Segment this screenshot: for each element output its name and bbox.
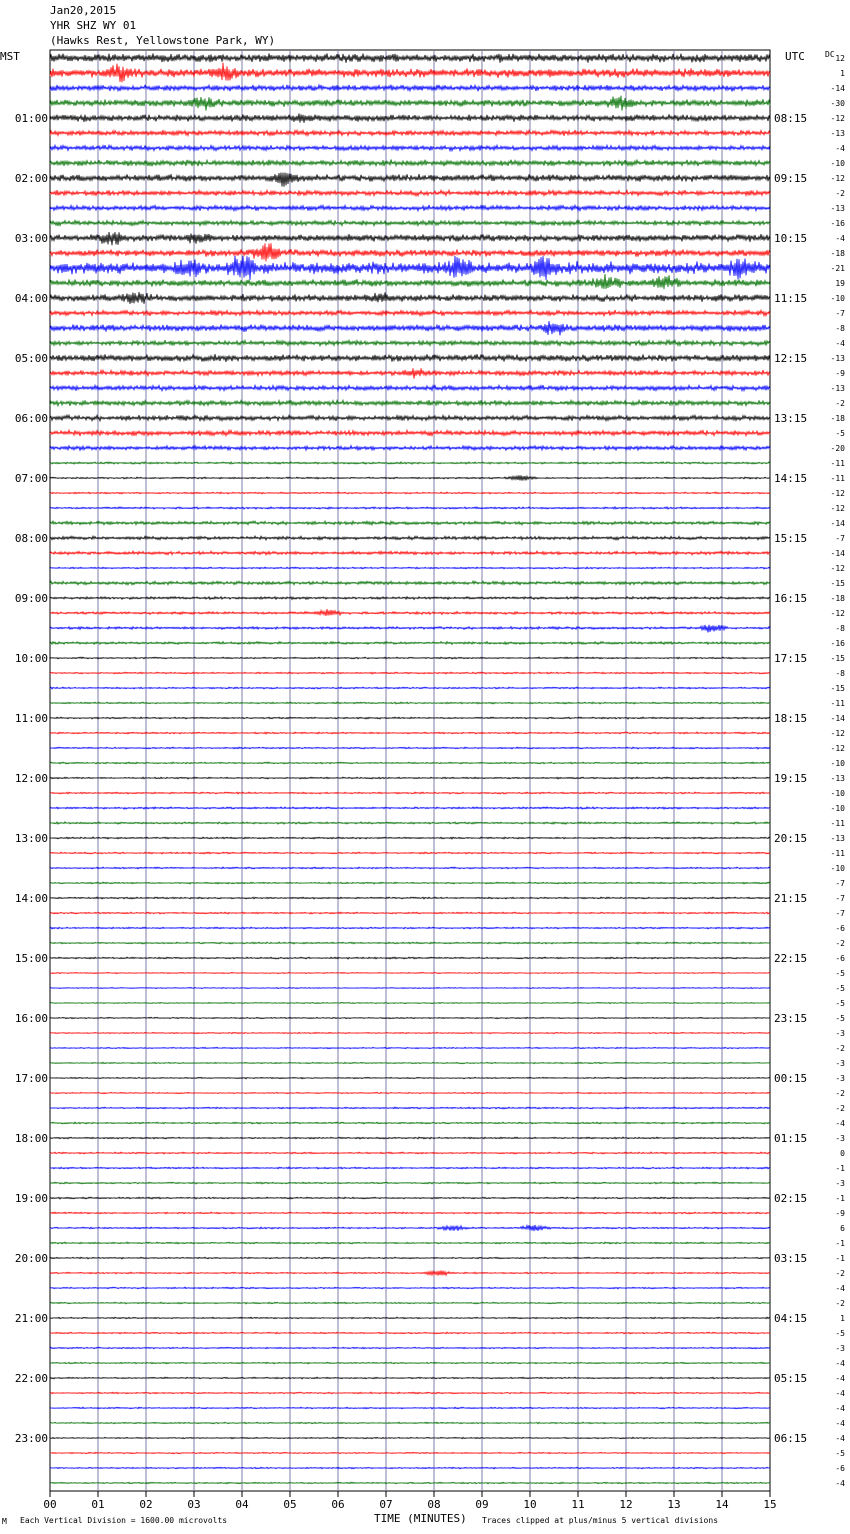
trace-row: [50, 145, 770, 151]
dc-offset-label: -11: [830, 849, 845, 858]
dc-label: DC: [825, 50, 835, 59]
trace-row: [50, 1452, 770, 1454]
trace-row: [50, 430, 770, 436]
dc-offset-label: -1: [835, 1239, 845, 1248]
utc-hour-label: 22:15: [774, 952, 808, 965]
trace-row: [50, 96, 770, 111]
utc-hour-label: 01:15: [774, 1132, 808, 1145]
dc-offset-label: -13: [830, 354, 845, 363]
dc-offset-label: -7: [835, 894, 845, 903]
trace-row: [50, 912, 770, 914]
mst-hour-label: 14:00: [14, 892, 48, 905]
x-tick-label: 09: [475, 1498, 489, 1511]
utc-hour-label: 10:15: [774, 232, 808, 245]
x-tick-label: 15: [763, 1498, 777, 1511]
dc-offset-label: -8: [835, 324, 845, 333]
mst-hour-label: 04:00: [14, 292, 48, 305]
trace-row: [50, 642, 770, 645]
mst-hour-label: 12:00: [14, 772, 48, 785]
x-tick-label: 05: [283, 1498, 297, 1511]
dc-offset-label: -4: [835, 234, 845, 243]
trace-row: [50, 822, 770, 824]
trace-row: [50, 717, 770, 719]
trace-row: [50, 927, 770, 929]
trace-row: [50, 292, 770, 304]
trace-row: [50, 1392, 770, 1394]
trace-row: [50, 1302, 770, 1304]
trace-row: [50, 1225, 770, 1231]
dc-offset-label: -4: [835, 1119, 845, 1128]
dc-offset-label: -12: [830, 174, 845, 183]
trace-row: [50, 1437, 770, 1439]
dc-offset-label: -2: [835, 1299, 845, 1308]
utc-hour-label: 14:15: [774, 472, 808, 485]
mst-hour-label: 20:00: [14, 1252, 48, 1265]
trace-row: [50, 1407, 770, 1409]
utc-hour-label: 15:15: [774, 532, 808, 545]
trace-row: [50, 867, 770, 869]
trace-row: [50, 173, 770, 187]
dc-offset-label: -7: [835, 534, 845, 543]
x-tick-label: 08: [427, 1498, 441, 1511]
mst-hour-label: 10:00: [14, 652, 48, 665]
utc-hour-label: 17:15: [774, 652, 808, 665]
utc-hour-label: 16:15: [774, 592, 808, 605]
utc-label: UTC: [785, 50, 805, 63]
mst-hour-label: 15:00: [14, 952, 48, 965]
trace-row: [50, 368, 770, 378]
trace-row: [50, 762, 770, 764]
utc-hour-label: 11:15: [774, 292, 808, 305]
trace-row: [50, 1317, 770, 1319]
trace-row: [50, 415, 770, 421]
trace-row: [50, 1362, 770, 1364]
mst-hour-label: 16:00: [14, 1012, 48, 1025]
mst-label: MST: [0, 50, 20, 63]
dc-offset-label: 1: [840, 1314, 845, 1323]
trace-row: [50, 852, 770, 854]
x-tick-label: 06: [331, 1498, 345, 1511]
trace-row: [50, 85, 770, 92]
dc-offset-label: -18: [830, 249, 845, 258]
dc-offset-label: -4: [835, 1284, 845, 1293]
dc-offset-label: -4: [835, 144, 845, 153]
trace-row: [50, 1002, 770, 1003]
trace-row: [50, 475, 770, 480]
mst-hour-label: 18:00: [14, 1132, 48, 1145]
dc-offset-label: 12: [835, 54, 845, 63]
utc-hour-label: 02:15: [774, 1192, 808, 1205]
trace-row: [50, 232, 770, 245]
trace-row: [50, 243, 770, 261]
x-tick-label: 07: [379, 1498, 393, 1511]
x-tick-label: 12: [619, 1498, 633, 1511]
mst-hour-label: 03:00: [14, 232, 48, 245]
utc-hour-label: 03:15: [774, 1252, 808, 1265]
trace-row: [50, 581, 770, 585]
utc-hour-label: 08:15: [774, 112, 808, 125]
dc-offset-label: 19: [835, 279, 845, 288]
dc-offset-label: -10: [830, 864, 845, 873]
dc-offset-label: -1: [835, 1194, 845, 1203]
trace-row: [50, 1167, 770, 1169]
dc-offset-label: -16: [830, 639, 845, 648]
trace-row: [50, 972, 770, 973]
trace-row: [50, 1047, 770, 1049]
mst-hour-label: 17:00: [14, 1072, 48, 1085]
dc-offset-label: -11: [830, 699, 845, 708]
dc-offset-label: -4: [835, 1374, 845, 1383]
trace-row: [50, 130, 770, 136]
x-tick-label: 01: [91, 1498, 105, 1511]
dc-offset-label: -12: [830, 609, 845, 618]
mst-hour-label: 11:00: [14, 712, 48, 725]
dc-offset-label: -9: [835, 1209, 845, 1218]
x-tick-label: 14: [715, 1498, 729, 1511]
trace-row: [50, 1270, 770, 1275]
dc-offset-label: -6: [835, 954, 845, 963]
dc-offset-label: -10: [830, 159, 845, 168]
trace-row: [50, 1197, 770, 1199]
trace-row: [50, 113, 770, 122]
dc-offset-label: -20: [830, 444, 845, 453]
trace-row: [50, 1482, 770, 1484]
trace-row: [50, 837, 770, 839]
helicorder-date: Jan20,2015: [50, 4, 117, 17]
trace-row: [50, 897, 770, 899]
trace-row: [50, 1422, 770, 1424]
dc-offset-label: -5: [835, 1014, 845, 1023]
trace-row: [50, 1212, 770, 1214]
dc-offset-label: -4: [835, 1434, 845, 1443]
dc-offset-label: -5: [835, 1329, 845, 1338]
dc-offset-label: -13: [830, 204, 845, 213]
trace-row: [50, 274, 770, 289]
dc-offset-label: -1: [835, 1254, 845, 1263]
trace-row: [50, 1062, 770, 1064]
utc-hour-label: 18:15: [774, 712, 808, 725]
trace-row: [50, 1152, 770, 1154]
x-tick-label: 13: [667, 1498, 681, 1511]
dc-offset-label: -8: [835, 669, 845, 678]
dc-offset-label: -21: [830, 264, 845, 273]
trace-row: [50, 551, 770, 555]
dc-offset-label: -14: [830, 84, 845, 93]
dc-offset-label: -30: [830, 99, 845, 108]
utc-hour-label: 20:15: [774, 832, 808, 845]
dc-offset-label: 0: [840, 1149, 845, 1158]
clip-note: Traces clipped at plus/minus 5 vertical divisions: [482, 1516, 719, 1525]
dc-offset-label: -2: [835, 189, 845, 198]
trace-row: [50, 1347, 770, 1349]
trace-row: [50, 687, 770, 689]
trace-row: [50, 1287, 770, 1289]
trace-row: [50, 1182, 770, 1184]
trace-row: [50, 1122, 770, 1124]
trace-row: [50, 942, 770, 944]
dc-offset-label: -7: [835, 309, 845, 318]
dc-offset-label: -3: [835, 1344, 845, 1353]
dc-offset-label: -12: [830, 744, 845, 753]
mst-hour-label: 09:00: [14, 592, 48, 605]
dc-offset-label: -4: [835, 1479, 845, 1488]
mst-hour-label: 07:00: [14, 472, 48, 485]
trace-row: [50, 882, 770, 884]
dc-offset-label: -7: [835, 909, 845, 918]
trace-row: [50, 385, 770, 391]
dc-offset-label: -1: [835, 1164, 845, 1173]
dc-offset-label: -5: [835, 999, 845, 1008]
station-location: (Hawks Rest, Yellowstone Park, WY): [50, 34, 276, 47]
trace-row: [50, 702, 770, 704]
trace-row: [50, 1017, 770, 1019]
x-axis-label: TIME (MINUTES): [374, 1512, 467, 1525]
trace-row: [50, 609, 770, 616]
trace-row: [50, 1077, 770, 1079]
trace-row: [50, 190, 770, 196]
trace-row: [50, 507, 770, 509]
dc-offset-label: -13: [830, 384, 845, 393]
dc-offset-label: -3: [835, 1029, 845, 1038]
utc-hour-label: 05:15: [774, 1372, 808, 1385]
dc-offset-label: -2: [835, 939, 845, 948]
trace-row: [50, 987, 770, 988]
trace-row: [50, 567, 770, 569]
trace-row: [50, 625, 770, 633]
dc-offset-label: -2: [835, 1104, 845, 1113]
mst-hour-label: 13:00: [14, 832, 48, 845]
trace-row: [50, 536, 770, 540]
trace-row: [50, 1032, 770, 1034]
trace-row: [50, 1242, 770, 1244]
utc-hour-label: 04:15: [774, 1312, 808, 1325]
dc-offset-label: -10: [830, 804, 845, 813]
dc-offset-label: -8: [835, 624, 845, 633]
trace-row: [50, 672, 770, 674]
dc-offset-label: -12: [830, 564, 845, 573]
x-tick-label: 04: [235, 1498, 249, 1511]
dc-offset-label: -14: [830, 549, 845, 558]
dc-offset-label: -5: [835, 984, 845, 993]
dc-offset-label: -6: [835, 924, 845, 933]
mst-hour-label: 23:00: [14, 1432, 48, 1445]
trace-row: [50, 63, 770, 83]
dc-offset-label: -3: [835, 1059, 845, 1068]
dc-offset-label: -15: [830, 684, 845, 693]
trace-row: [50, 807, 770, 809]
dc-offset-label: -14: [830, 714, 845, 723]
trace-row: [50, 53, 770, 62]
dc-offset-label: -6: [835, 1464, 845, 1473]
utc-hour-label: 19:15: [774, 772, 808, 785]
trace-row: [50, 597, 770, 600]
dc-offset-label: -4: [835, 1359, 845, 1368]
utc-hour-label: 09:15: [774, 172, 808, 185]
dc-offset-label: -18: [830, 594, 845, 603]
trace-row: [50, 321, 770, 335]
trace-row: [50, 792, 770, 794]
trace-row: [50, 492, 770, 494]
dc-offset-label: -11: [830, 459, 845, 468]
utc-hour-label: 06:15: [774, 1432, 808, 1445]
trace-row: [50, 1107, 770, 1109]
trace-row: [50, 1377, 770, 1379]
dc-offset-label: -13: [830, 834, 845, 843]
dc-offset-label: -11: [830, 819, 845, 828]
utc-hour-label: 00:15: [774, 1072, 808, 1085]
dc-offset-label: -16: [830, 219, 845, 228]
dc-offset-label: -2: [835, 1269, 845, 1278]
trace-row: [50, 220, 770, 226]
trace-row: [50, 400, 770, 406]
dc-offset-label: -9: [835, 369, 845, 378]
utc-hour-label: 13:15: [774, 412, 808, 425]
trace-row: [50, 354, 770, 362]
dc-offset-label: -5: [835, 969, 845, 978]
dc-offset-label: -5: [835, 429, 845, 438]
corner-mark: M: [2, 1517, 7, 1526]
dc-offset-label: -4: [835, 1389, 845, 1398]
dc-offset-label: 1: [840, 69, 845, 78]
trace-row: [50, 1332, 770, 1334]
dc-offset-label: -12: [830, 114, 845, 123]
utc-hour-label: 12:15: [774, 352, 808, 365]
dc-offset-label: 6: [840, 1224, 845, 1233]
trace-row: [50, 521, 770, 525]
x-tick-label: 10: [523, 1498, 537, 1511]
trace-row: [50, 462, 770, 464]
dc-offset-label: -2: [835, 1044, 845, 1053]
mst-hour-label: 02:00: [14, 172, 48, 185]
trace-row: [50, 340, 770, 346]
x-tick-label: 11: [571, 1498, 585, 1511]
dc-offset-label: -14: [830, 519, 845, 528]
dc-offset-label: -18: [830, 414, 845, 423]
dc-offset-label: -4: [835, 339, 845, 348]
trace-row: [50, 1257, 770, 1259]
x-tick-label: 00: [43, 1498, 57, 1511]
plot-frame: [50, 50, 770, 1491]
dc-offset-label: -4: [835, 1419, 845, 1428]
x-tick-label: 02: [139, 1498, 153, 1511]
dc-offset-label: -12: [830, 489, 845, 498]
mst-hour-label: 19:00: [14, 1192, 48, 1205]
dc-offset-label: -10: [830, 789, 845, 798]
dc-offset-label: -11: [830, 474, 845, 483]
trace-row: [50, 957, 770, 959]
dc-offset-label: -12: [830, 729, 845, 738]
dc-offset-label: -3: [835, 1179, 845, 1188]
utc-hour-label: 23:15: [774, 1012, 808, 1025]
utc-hour-label: 21:15: [774, 892, 808, 905]
dc-offset-label: -15: [830, 654, 845, 663]
scale-note: Each Vertical Division = 1600.00 microvolts: [20, 1516, 228, 1525]
dc-offset-label: -13: [830, 129, 845, 138]
trace-row: [50, 777, 770, 779]
mst-hour-label: 01:00: [14, 112, 48, 125]
trace-row: [50, 205, 770, 211]
trace-row: [50, 1467, 770, 1469]
x-tick-label: 03: [187, 1498, 201, 1511]
dc-offset-label: -5: [835, 1449, 845, 1458]
trace-row: [50, 256, 770, 280]
trace-row: [50, 160, 770, 167]
trace-row: [50, 1092, 770, 1094]
mst-hour-label: 08:00: [14, 532, 48, 545]
dc-offset-label: -15: [830, 579, 845, 588]
mst-hour-label: 06:00: [14, 412, 48, 425]
dc-offset-label: -10: [830, 294, 845, 303]
dc-offset-label: -2: [835, 399, 845, 408]
trace-row: [50, 1137, 770, 1139]
mst-hour-label: 22:00: [14, 1372, 48, 1385]
dc-offset-label: -4: [835, 1404, 845, 1413]
dc-offset-label: -3: [835, 1134, 845, 1143]
trace-row: [50, 310, 770, 316]
dc-offset-label: -12: [830, 504, 845, 513]
trace-row: [50, 732, 770, 734]
dc-offset-label: -13: [830, 774, 845, 783]
dc-offset-label: -3: [835, 1074, 845, 1083]
station-title: YHR SHZ WY 01: [50, 19, 137, 32]
mst-hour-label: 21:00: [14, 1312, 48, 1325]
dc-offset-label: -7: [835, 879, 845, 888]
mst-hour-label: 05:00: [14, 352, 48, 365]
trace-row: [50, 446, 770, 451]
dc-offset-label: -10: [830, 759, 845, 768]
trace-row: [50, 657, 770, 659]
dc-offset-label: -2: [835, 1089, 845, 1098]
trace-row: [50, 747, 770, 749]
